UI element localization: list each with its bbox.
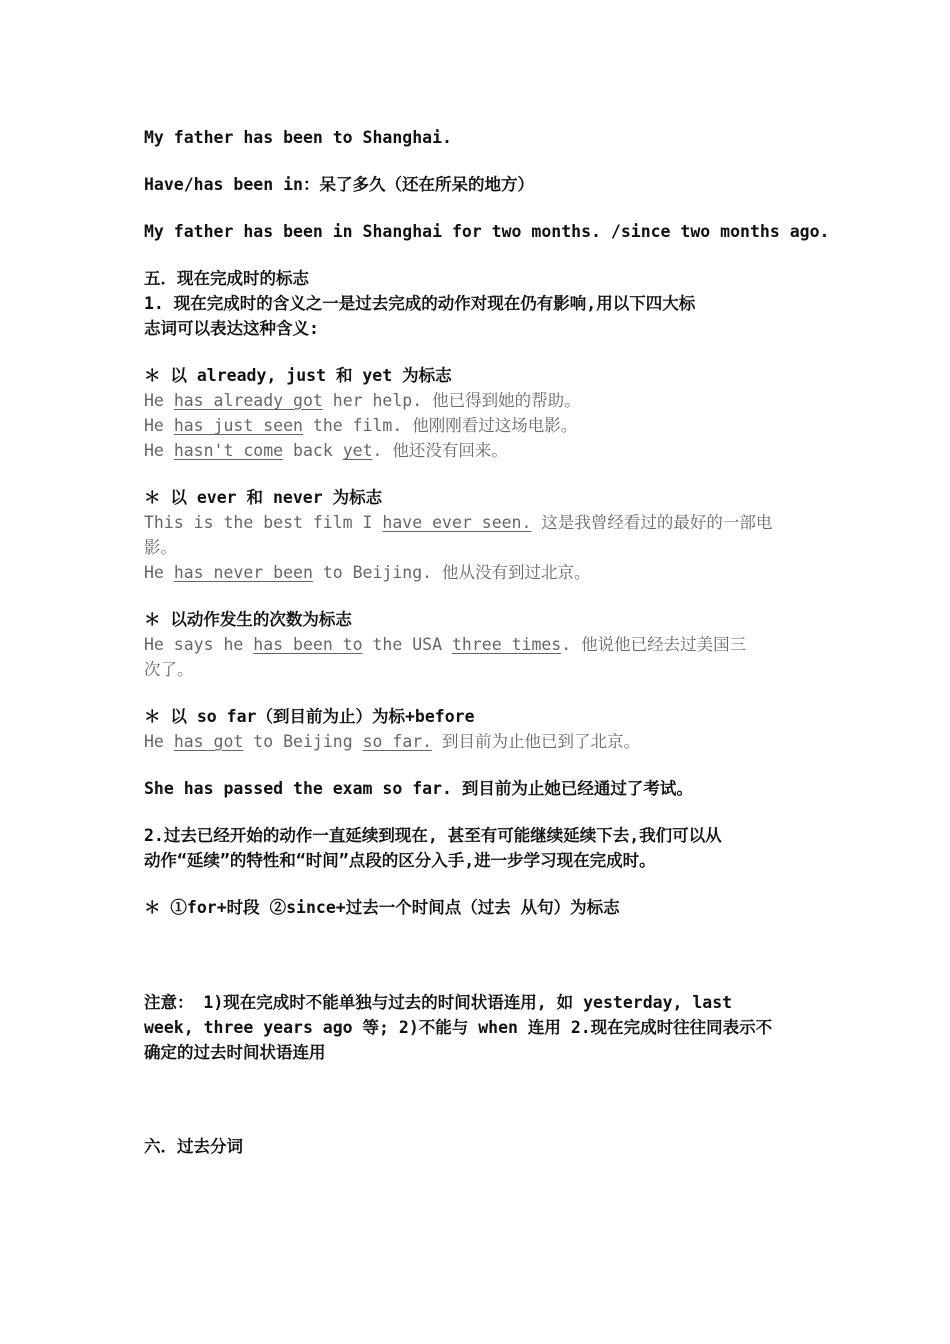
example-text: back — [283, 441, 343, 460]
example-never — [144, 560, 591, 585]
example-text: He — [144, 441, 174, 460]
example-text: He — [144, 416, 174, 435]
marker-so-far: ＊ 以 so far（到目前为止）为标+before — [144, 707, 475, 726]
underlined-phrase: yet — [342, 441, 373, 460]
example-text: This is the best film I — [144, 513, 383, 532]
underlined-phrase: three times — [451, 635, 562, 654]
example-text: He — [144, 391, 174, 410]
example-text: . 他说他已经去过美国三 — [561, 635, 747, 654]
point-1-line-2: 志词可以表达这种含义: — [144, 319, 319, 338]
point-2-line-2: 动作“延续”的特性和“时间”点段的区分入手,进一步学习现在完成时。 — [144, 851, 656, 870]
note-line-3: 确定的过去时间状语连用 — [144, 1043, 326, 1062]
example-text: He — [144, 732, 174, 751]
example-times — [144, 632, 746, 657]
sentence-been-in-rule: Have/has been in：呆了多久（还在所呆的地方） — [144, 175, 534, 194]
marker-ever-never: ＊ 以 ever 和 never 为标志 — [144, 488, 383, 507]
marker-for-since: ＊ ①for+时段 ②since+过去一个时间点（过去 从句）为标志 — [144, 898, 620, 917]
example-times-continued: 次了。 — [144, 660, 194, 679]
underlined-phrase: so far. — [362, 732, 433, 751]
sentence-been-to: My father has been to Shanghai. — [144, 128, 452, 147]
example-text: the film. 他刚刚看过这场电影。 — [302, 416, 578, 435]
sentence-passed-exam: She has passed the exam so far. 到目前为止她已经通过了考试。 — [144, 779, 693, 798]
example-ever — [144, 510, 772, 535]
example-so-far — [144, 729, 640, 754]
underlined-phrase: has got — [173, 732, 244, 751]
example-yet — [144, 438, 508, 463]
example-ever-continued: 影。 — [144, 538, 177, 557]
marker-already-just-yet: ＊ 以 already, just 和 yet 为标志 — [144, 366, 452, 385]
example-just — [144, 413, 577, 438]
point-2-line-1: 2.过去已经开始的动作一直延续到现在, 甚至有可能继续延续下去,我们可以从 — [144, 826, 722, 845]
example-text: her help. 他已得到她的帮助。 — [322, 391, 581, 410]
underlined-phrase: has just seen — [173, 416, 303, 435]
note-line-2: week, three years ago 等; 2)不能与 when 连用 2.现在完成时往往同表示不 — [144, 1018, 773, 1037]
example-text: He says he — [144, 635, 254, 654]
section-6-title: 六．过去分词 — [144, 1137, 243, 1156]
underlined-phrase: has been to — [253, 635, 363, 654]
example-text: the USA — [362, 635, 452, 654]
underlined-phrase: has already got — [173, 391, 323, 410]
example-text: to Beijing — [243, 732, 363, 751]
section-5-title: 五．现在完成时的标志 — [144, 269, 309, 288]
example-text: He — [144, 563, 174, 582]
underlined-phrase: have ever seen. — [382, 513, 532, 532]
point-1-line-1: 1. 现在完成时的含义之一是过去完成的动作对现在仍有影响,用以下四大标 — [144, 294, 696, 313]
note-line-1: 注意： 1)现在完成时不能单独与过去的时间状语连用, 如 yesterday, last — [144, 993, 733, 1012]
example-text: . 他还没有回来。 — [372, 441, 508, 460]
example-text: 到目前为止他已到了北京。 — [432, 732, 641, 751]
example-text: 这是我曾经看过的最好的一部电 — [531, 513, 773, 532]
underlined-phrase: has never been — [173, 563, 313, 582]
marker-times: ＊ 以动作发生的次数为标志 — [144, 610, 352, 629]
underlined-phrase: hasn't come — [173, 441, 284, 460]
sentence-been-in-example: My father has been in Shanghai for two months. /since two months ago. — [144, 222, 830, 241]
example-text: to Beijing. 他从没有到过北京。 — [312, 563, 591, 582]
example-already — [144, 388, 581, 413]
